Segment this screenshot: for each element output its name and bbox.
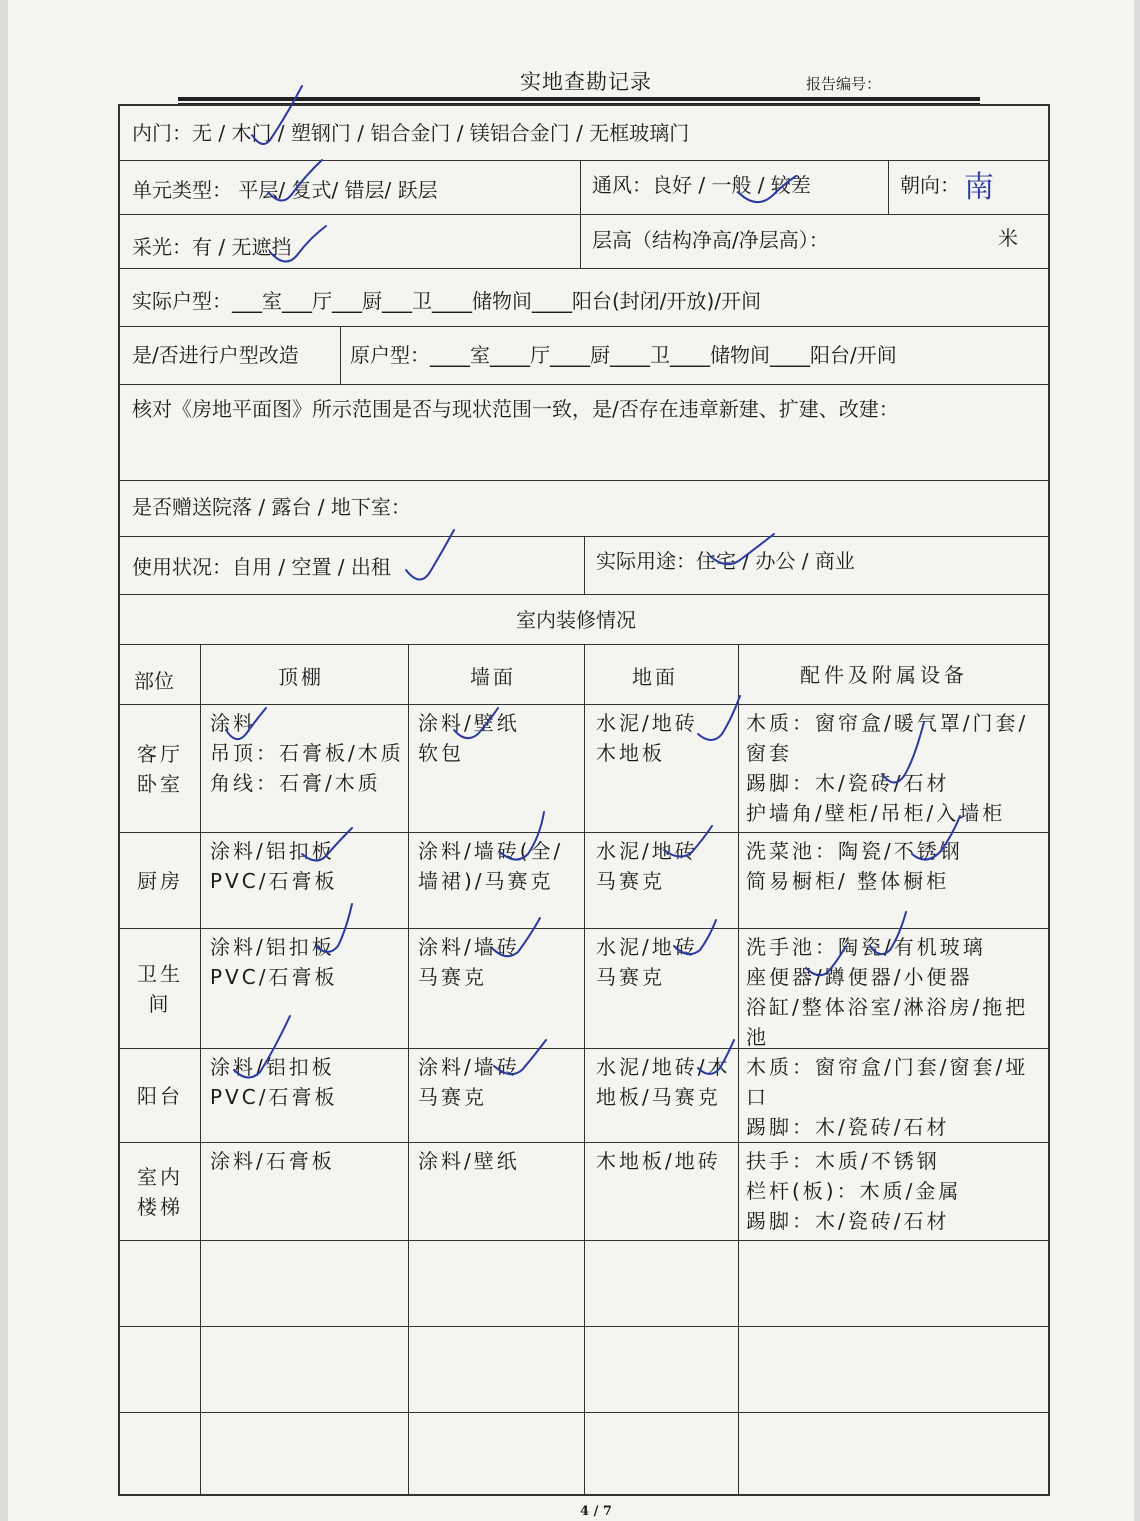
header-floor: 地面: [632, 665, 678, 689]
report-number-label: 报告编号：: [806, 75, 882, 93]
col-divider: [888, 160, 889, 214]
cell-ceiling: 涂料 吊顶：石膏板/木质 角线：石膏/木质: [210, 711, 404, 795]
col-divider: [738, 644, 739, 1496]
cell-wall: 涂料/墙砖 马赛克: [418, 935, 520, 989]
lighting-row: 采光：有 / 无遮挡: [132, 235, 292, 259]
col-divider: [584, 644, 585, 1496]
row-divider: [118, 326, 1050, 327]
col-divider: [340, 326, 341, 384]
col-divider: [200, 644, 201, 1496]
row-divider: [118, 384, 1050, 385]
cell-wall: 涂料/墙砖(全/墙裙)/马赛克: [418, 839, 564, 893]
cell-floor: 木地板/地砖: [596, 1149, 721, 1173]
cell-part: 客厅 卧室: [137, 742, 183, 796]
page-number: 4 / 7: [580, 1504, 612, 1519]
gift-row: 是否赠送院落 / 露台 / 地下室：: [132, 495, 411, 519]
unit-type-row: 单元类型： 平层/ 复式/ 错层/ 跃层: [132, 178, 438, 202]
cell-ceiling: 涂料/铝扣板 PVC/石膏板: [210, 935, 338, 989]
cell-fittings: 洗手池：陶瓷/有机玻璃 座便器/蹲便器/小便器 浴缸/整体浴室/淋浴房/拖把池: [746, 935, 1029, 1049]
row-divider: [118, 480, 1050, 481]
row-divider: [118, 268, 1050, 269]
header-ceiling: 顶棚: [278, 665, 324, 689]
orientation-handwritten: 南: [964, 170, 994, 205]
plan-check-row: 核对《房地平面图》所示范围是否与现状范围一致，是/否存在违章新建、扩建、改建：: [132, 397, 899, 421]
cell-wall: 涂料/壁纸 软包: [418, 711, 520, 765]
actual-use-row: 实际用途：住宅 / 办公 / 商业: [596, 549, 855, 573]
cell-ceiling: 涂料/铝扣板 PVC/石膏板: [210, 1055, 338, 1109]
cell-ceiling: 涂料/铝扣板 PVC/石膏板: [210, 839, 338, 893]
cell-ceiling: 涂料/石膏板: [210, 1149, 335, 1173]
actual-layout-row: 实际户型：___室___厅___厨___卫____储物间____阳台(封闭/开放)/开间: [132, 289, 762, 313]
cell-floor: 水泥/地砖 马赛克: [596, 839, 698, 893]
row-divider: [118, 160, 1050, 161]
col-divider: [584, 536, 585, 594]
cell-part: 室内 楼梯: [137, 1165, 183, 1219]
orientation-label: 朝向：: [900, 173, 960, 197]
original-layout-row: 原户型：____室____厅____厨____卫____储物间____阳台/开间: [350, 343, 897, 367]
cell-part: 阳台: [137, 1084, 183, 1108]
cell-fittings: 扶手：木质/不锈钢 栏杆(板)：木质/金属 踢脚：木/瓷砖/石材: [746, 1149, 962, 1233]
cell-part: 卫生 间: [137, 962, 183, 1016]
col-divider: [408, 644, 409, 1496]
usage-row: 使用状况：自用 / 空置 / 出租: [132, 555, 391, 579]
header-part: 部位: [134, 669, 174, 693]
row-divider: [118, 214, 1050, 215]
floor-height-row: 层高（结构净高/净层高）：: [592, 228, 829, 252]
row-divider: [118, 594, 1050, 595]
cell-wall: 涂料/墙砖 马赛克: [418, 1055, 520, 1109]
decor-section-title: 室内装修情况: [516, 608, 636, 632]
cell-floor: 水泥/地砖 木地板: [596, 711, 698, 765]
cell-wall: 涂料/壁纸: [418, 1149, 520, 1173]
cell-fittings: 木质：窗帘盒/门套/窗套/垭口 踢脚：木/瓷砖/石材: [746, 1055, 1029, 1139]
header-fittings: 配件及附属设备: [800, 663, 968, 687]
document-title: 实地查勘记录: [520, 70, 652, 94]
floor-height-unit: 米: [998, 226, 1018, 250]
cell-part: 厨房: [137, 869, 183, 893]
col-divider: [580, 160, 581, 268]
cell-fittings: 木质：窗帘盒/暖气罩/门套/窗套 踢脚：木/瓷砖/石材 护墙角/壁柜/吊柜/入墙柜: [746, 711, 1029, 825]
layout-change-row: 是/否进行户型改造: [132, 343, 299, 367]
cell-floor: 水泥/地砖 马赛克: [596, 935, 698, 989]
cell-floor: 水泥/地砖/木地板/马赛克: [596, 1055, 731, 1109]
header-wall: 墙面: [470, 665, 516, 689]
inner-door-row: 内门：无 / 木门 / 塑钢门 / 铝合金门 / 镁铝合金门 / 无框玻璃门: [132, 121, 690, 145]
header-rule: [178, 97, 980, 101]
cell-fittings: 洗菜池：陶瓷/不锈钢 简易橱柜/ 整体橱柜: [746, 839, 963, 893]
ventilation-row: 通风：良好 / 一般 / 较差: [592, 173, 811, 197]
